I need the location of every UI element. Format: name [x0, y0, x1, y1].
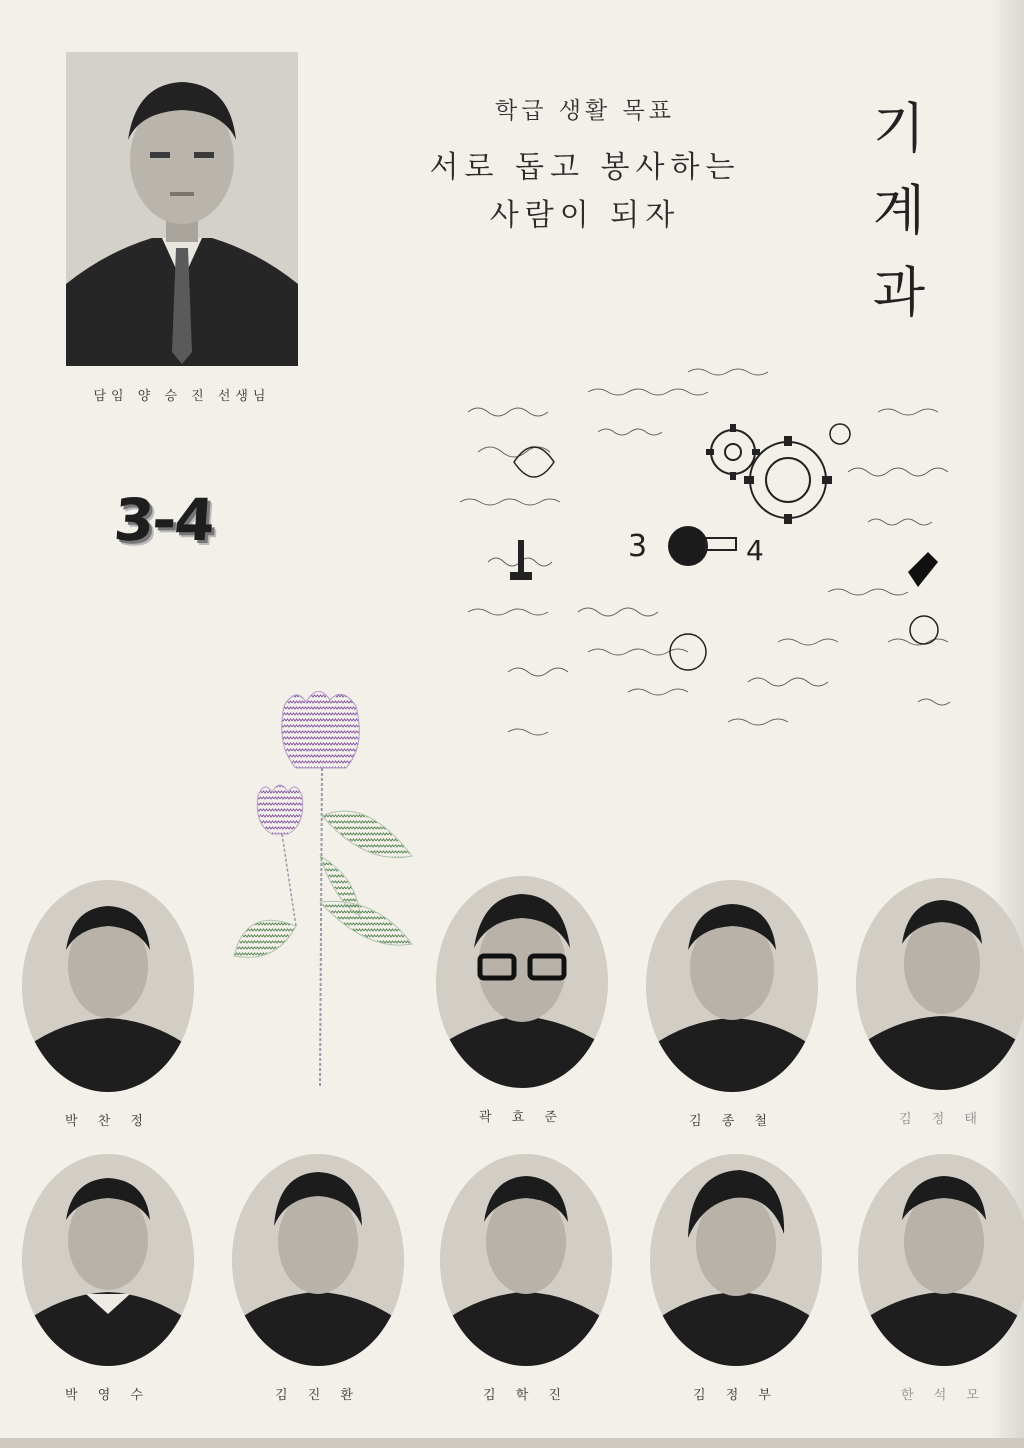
student-name: 김 정 부	[693, 1388, 779, 1403]
page-bottom-edge	[0, 1438, 1024, 1448]
student-name: 박 영 수	[65, 1388, 151, 1403]
student-portrait	[440, 1154, 612, 1403]
student-name: 김 학 진	[483, 1388, 569, 1403]
department-title-char: 과	[872, 261, 926, 324]
student-photo	[22, 880, 194, 1092]
doodle-illustration	[448, 352, 980, 744]
student-photo	[856, 878, 1024, 1090]
student-portrait	[856, 878, 1024, 1127]
student-portrait	[436, 876, 608, 1125]
rose-decoration	[226, 676, 416, 1086]
teacher-photo	[66, 52, 298, 366]
student-name: 한 석 모	[901, 1388, 987, 1403]
student-name: 박 찬 정	[65, 1114, 151, 1129]
student-photo	[440, 1154, 612, 1366]
class-goal-line-2: 사람이 되자	[489, 198, 681, 233]
student-name: 김 정 태	[899, 1112, 985, 1127]
class-number: 3-4	[111, 486, 216, 554]
student-photo	[22, 1154, 194, 1366]
student-name: 김 종 철	[689, 1114, 775, 1129]
student-photo	[232, 1154, 404, 1366]
doodle-number-right: 4	[746, 534, 764, 567]
student-portrait	[22, 1154, 194, 1403]
class-goal-line-1: 서로 돕고 봉사하는	[429, 150, 741, 185]
class-doodle-board	[448, 352, 980, 744]
student-photo	[858, 1154, 1024, 1366]
student-portrait	[22, 880, 194, 1129]
student-photo	[436, 876, 608, 1088]
teacher-portrait-image	[66, 52, 298, 366]
department-title	[862, 88, 936, 334]
student-name: 김 진 환	[275, 1388, 361, 1403]
student-name: 곽 효 준	[479, 1110, 565, 1125]
rose-illustration	[226, 676, 416, 1086]
teacher-caption: 담임 양 승 진 선생님	[93, 389, 271, 404]
student-portrait	[232, 1154, 404, 1403]
doodle-number-left: 3	[628, 529, 648, 564]
student-photo	[646, 880, 818, 1092]
class-goal-label: 학급 생활 목표	[495, 98, 675, 124]
student-portrait	[646, 880, 818, 1129]
student-portrait	[858, 1154, 1024, 1403]
department-title-char: 기	[872, 97, 926, 160]
department-title-char: 계	[872, 179, 926, 242]
student-portrait	[650, 1154, 822, 1403]
student-photo	[650, 1154, 822, 1366]
